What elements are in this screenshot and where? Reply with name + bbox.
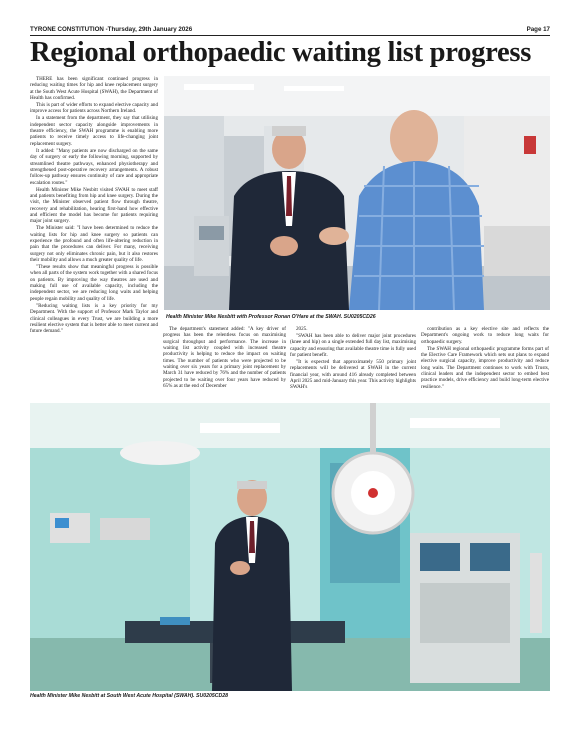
paragraph: In a statement from the department, they say that utilising independent sector capacity alongside improvements in theatre efficiency, the SWAH programme is enabling more patients to receive timely access to life-changing joint replacement surgery.: [30, 115, 158, 147]
publication-line: TYRONE CONSTITUTION -Thursday, 29th January 2026: [30, 26, 193, 33]
masthead-rule: [30, 35, 550, 36]
paragraph: "It is expected that approximately 550 primary joint replacements will be delivered at SWAH in the current financial year, with around 416 already completed between April 2025 and mid-January this year. This activity highlights SWAH's: [290, 359, 416, 391]
headline: Regional orthopaedic waiting list progress: [30, 37, 532, 68]
photo-caption-bottom: Health Minister Mike Nesbitt at South West Acute Hospital (SWAH). SU0205CD28: [30, 693, 229, 699]
paragraph: The SWAH regional orthopaedic programme forms part of the Elective Care Framework which sets out plans to expand elective surgical capacity, improve productivity and reduce long waits. The Department continues to work with Trusts, clinical leaders and the independent sector to embed best practice models, drive efficiency and build long-term elective resilience.": [421, 345, 549, 390]
paragraph: 2025.: [296, 326, 308, 332]
paragraph: It added: "Many patients are now discharged on the same day of surgery or early the following morning, supported by streamlined theatre pathways, enhanced physiotherapy and strengthened post-operative recovery arrangements. A robust follow-up pathway ensures continuity of care and appropriate escalation routes.": [30, 147, 158, 186]
article-column-right: [421, 326, 549, 402]
paragraph: The Minister said: "I have been determined to reduce the waiting lists for hip and knee surgery so patients can experience the profound and often life-altering reduction in pain that the procedures can deliver. For many, receiving surgery not only eliminates chronic pain, but it also restores their mobility and allows a much greater quality of life.: [30, 225, 158, 264]
paragraph: "Reducing waiting lists is a key priority for my Department. With the support of Professor Mark Taylor and clinical colleagues in every Trust, we are building a more resilient elective system that is better able to meet current and future demand.": [30, 302, 158, 335]
page-number: Page 17: [526, 26, 550, 33]
paragraph: THERE has been significant continued progress in reducing waiting times for hip and knee replacement surgery at the South West Acute Hospital (SWAH), the Department of Health has confirmed.: [30, 76, 158, 102]
paragraph: "SWAH has been able to deliver major joint procedures (knee and hip) on a single extended full day list, maximising capacity and ensuring that available theatre time is fully used for patient benefit.: [290, 333, 416, 359]
article-column-left: [30, 76, 158, 401]
article-column-middle: [163, 326, 286, 402]
photo-caption-top: Health Minister Mike Nesbitt with Professor Ronan O'Hare at the SWAH. SU0205CD26: [166, 314, 376, 320]
paragraph: "These results show that meaningful progress is possible when all parts of the system work together with a shared focus on patients. By improving the way theatres are used and making full use of available capacity, including the independent sector, we are reducing long waits and helping people regain mobility and quality of life.: [30, 264, 158, 302]
photo-minister-with-professor: [164, 76, 550, 310]
paragraph: contribution as a key elective site and reflects the Department's ongoing work to reduce long waits for orthopaedic surgery.: [421, 326, 549, 345]
paragraph: This is part of wider efforts to expand elective capacity and improve access for patients across Northern Ireland.: [30, 102, 158, 115]
paragraph: The department's statement added: "A key driver of progress has been the relentless focus on maximising surgical throughput and performance. The increase in waiting list activity coupled with increased theatre productivity is helping to reduce the impact on waiting times. The number of patients who were projected to be waiting over six years for a primary joint replacement by March 31 have reduced by 76% and the number of patients projected to be waiting over four years have reduced by 65% as at the end of December: [163, 326, 286, 390]
photo-minister-in-theatre: [30, 403, 550, 691]
article-column-middle-2: [290, 326, 416, 402]
paragraph: Health Minister Mike Nesbitt visited SWAH to meet staff and patients benefiting from hip and knee surgery. During the visit, the Minister observed patient flow through theatre, recovery and rehabilitation, hearing first-hand how effective and efficient the model has become for patients requiring major joint surgery.: [30, 186, 158, 225]
